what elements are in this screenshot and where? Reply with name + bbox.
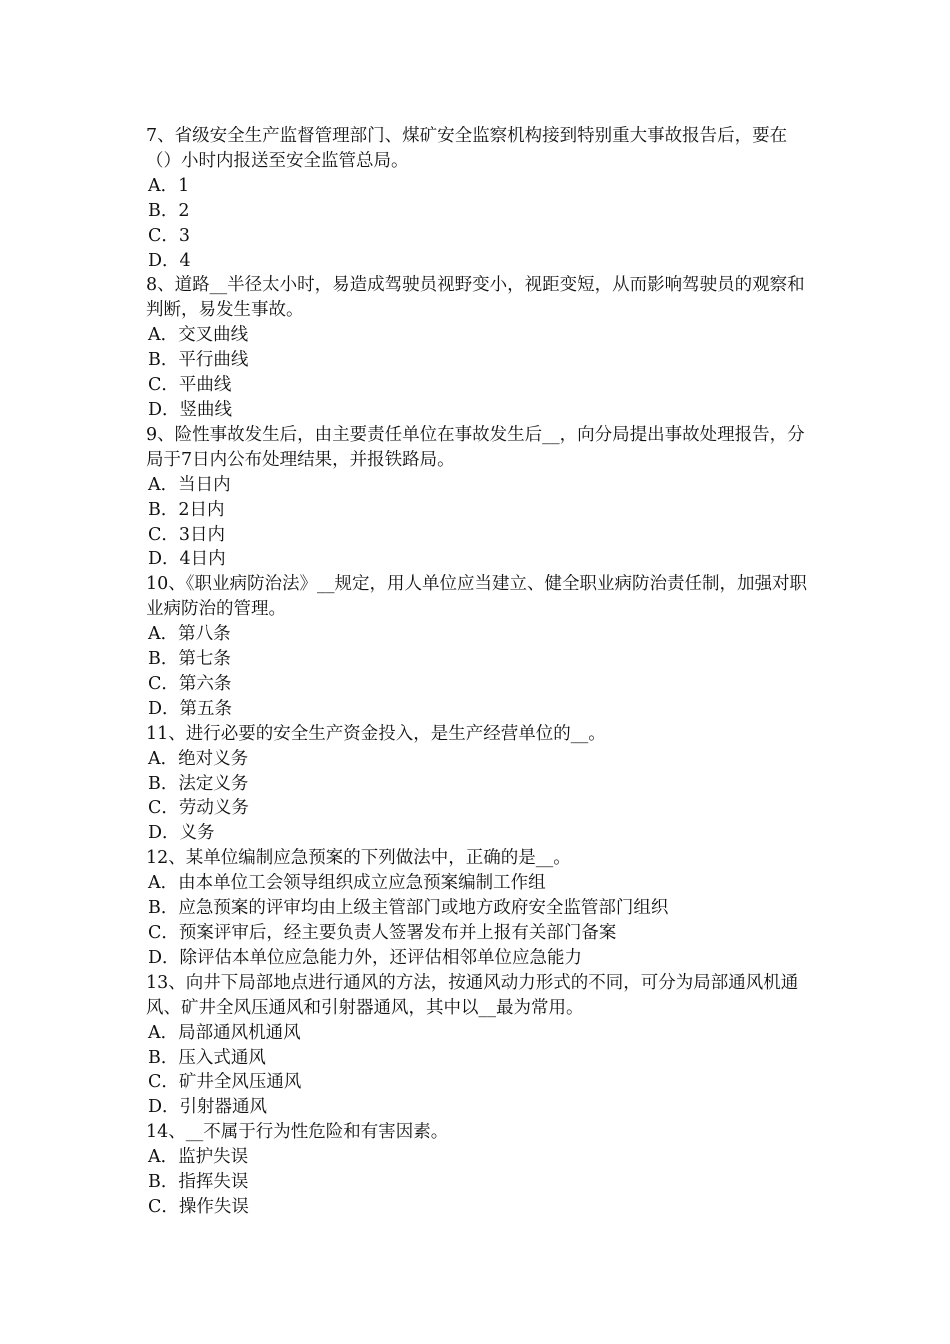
option-c: C．预案评审后，经主要负责人签署发布并上报有关部门备案: [148, 923, 617, 943]
option-c: C．矿井全风压通风: [148, 1072, 302, 1093]
question-list: [146, 124, 810, 1220]
option-a: A．1: [148, 175, 190, 196]
option-d: D．4: [148, 250, 191, 271]
option-c: C．3: [148, 225, 191, 246]
option-a: A．监护失误: [148, 1147, 249, 1168]
question-13: [146, 971, 810, 1120]
option-a: A．交叉曲线: [148, 325, 249, 346]
question-stem: 11、进行必要的安全生产资金投入，是生产经营单位的__。: [146, 723, 606, 744]
question-8: [146, 273, 810, 422]
option-c: C．劳动义务: [148, 798, 249, 819]
option-b: B．2日内: [148, 499, 225, 520]
option-c: C．操作失误: [148, 1196, 249, 1217]
question-12: [146, 846, 810, 971]
option-d: D．义务: [148, 823, 215, 844]
question-stem: 14、__不属于行为性危险和有害因素。: [146, 1122, 449, 1143]
question-stem: 8、道路__半径太小时，易造成驾驶员视野变小，视距变短，从而影响驾驶员的观察和判断，易发生事故。: [146, 275, 805, 321]
option-a: A．局部通风机通风: [148, 1022, 301, 1043]
question-7: [146, 124, 810, 273]
option-d: D．除评估本单位应急能力外，还评估相邻单位应急能力: [148, 947, 583, 968]
option-d: D．第五条: [148, 698, 233, 719]
question-14: [146, 1120, 810, 1220]
option-a: A．由本单位工会领导组织成立应急预案编制工作组: [148, 873, 546, 894]
option-d: D．4日内: [148, 549, 226, 570]
option-d: D．竖曲线: [148, 399, 233, 420]
option-d: D．引射器通风: [148, 1097, 268, 1118]
question-stem: 12、某单位编制应急预案的下列做法中，正确的是__。: [146, 848, 571, 869]
option-c: C．第六条: [148, 673, 232, 694]
question-stem: 9、险性事故发生后，由主要责任单位在事故发生后__，向分局提出事故处理报告，分局于7日内公布处理结果，并报铁路局。: [146, 424, 805, 470]
question-stem: 10、《职业病防治法》__规定，用人单位应当建立、健全职业病防治责任制，加强对职业病防治的管理。: [146, 574, 808, 620]
question-stem: 7、省级安全生产监督管理部门、煤矿安全监察机构接到特别重大事故报告后，要在（）小时内报送至安全监管总局。: [146, 126, 788, 171]
option-b: B．第七条: [148, 649, 231, 670]
option-b: B．2: [148, 200, 190, 221]
question-10: [146, 572, 810, 721]
option-a: A．当日内: [148, 474, 231, 495]
option-b: B．指挥失误: [148, 1172, 249, 1193]
option-b: B．压入式通风: [148, 1047, 266, 1068]
option-b: B．法定义务: [148, 773, 249, 794]
option-c: C．3日内: [148, 524, 226, 545]
option-a: A．第八条: [148, 624, 231, 645]
option-a: A．绝对义务: [148, 748, 249, 769]
option-b: B．平行曲线: [148, 350, 249, 371]
question-11: [146, 722, 810, 847]
option-b: B．应急预案的评审均由上级主管部门或地方政府安全监管部门组织: [148, 898, 669, 919]
question-9: [146, 423, 810, 572]
option-c: C．平曲线: [148, 375, 232, 396]
question-stem: 13、向井下局部地点进行通风的方法，按通风动力形式的不同，可分为局部通风机通风、矿井全风压通风和引射器通风，其中以__最为常用。: [146, 972, 799, 1018]
